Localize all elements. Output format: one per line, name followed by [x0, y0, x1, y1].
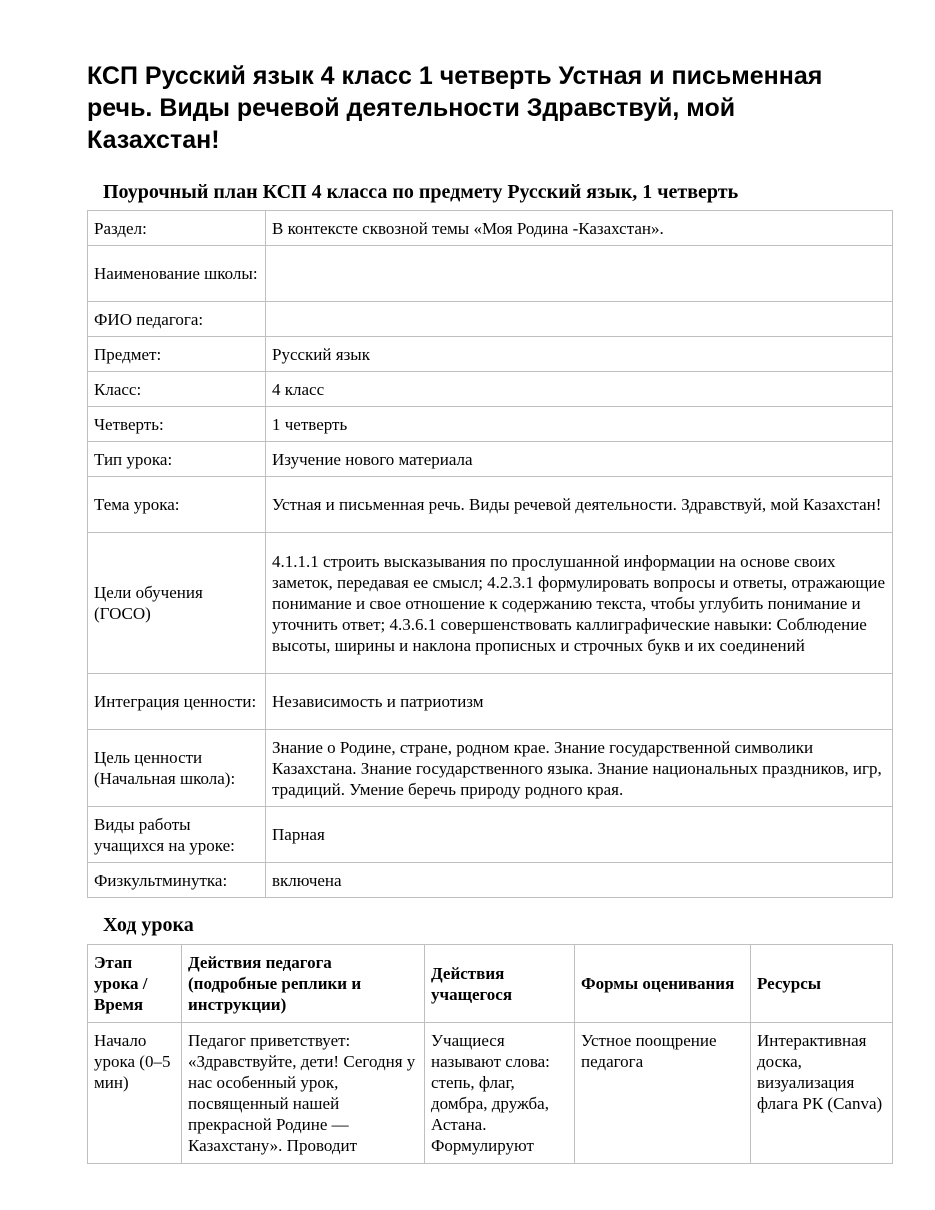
info-value — [266, 302, 893, 337]
info-value: Изучение нового материала — [266, 442, 893, 477]
info-value: Русский язык — [266, 337, 893, 372]
table-cell: Начало урока (0–5 мин) — [88, 1023, 182, 1164]
table-row — [88, 372, 893, 407]
document-title: КСП Русский язык 4 класс 1 четверть Устная и письменная речь. Виды речевой деятельности Здравствуй, мой Казахстан! — [87, 62, 823, 154]
table-row — [88, 674, 893, 730]
table-row — [88, 302, 893, 337]
table-cell: Интерактивная доска, визуализация флага РК (Canva) — [751, 1023, 893, 1164]
info-key: Интеграция ценности: — [88, 674, 266, 730]
table-row — [88, 730, 893, 807]
info-value: 1 четверть — [266, 407, 893, 442]
table-row — [88, 863, 893, 898]
info-key: Предмет: — [88, 337, 266, 372]
info-key: Физкультминутка: — [88, 863, 266, 898]
info-value: В контексте сквозной темы «Моя Родина -Казахстан». — [266, 211, 893, 246]
column-header: Действия педагога (подробные реплики и инструкции) — [182, 945, 425, 1023]
info-key: Четверть: — [88, 407, 266, 442]
table-row — [88, 477, 893, 533]
lesson-table — [87, 944, 893, 1164]
info-value: Знание о Родине, стране, родном крае. Знание государственной символики Казахстана. Знание государственного языка. Знание национальных праздников, игр, традиций. Умение беречь природу родного края. — [266, 730, 893, 807]
column-header: Действия учащегося — [425, 945, 575, 1023]
column-header: Формы оценивания — [575, 945, 751, 1023]
table-row — [88, 533, 893, 674]
table-cell: Устное поощрение педагога — [575, 1023, 751, 1164]
info-value: 4.1.1.1 строить высказывания по прослушанной информации на основе своих заметок, передавая ее смысл; 4.2.3.1 формулировать вопросы и ответы, отражающие понимание и свое отношение к содержанию текста, чтобы углубить понимание и уточнить ответ; 4.3.6.1 совершенствовать каллиграфические навыки: Соблюдение высоты, ширины и наклона прописных и строчных букв и их соединений — [266, 533, 893, 674]
column-header: Ресурсы — [751, 945, 893, 1023]
table-row — [88, 211, 893, 246]
table-row — [88, 807, 893, 863]
table-header-row — [88, 945, 893, 1023]
table-row — [88, 1023, 893, 1164]
table-row — [88, 337, 893, 372]
info-value: 4 класс — [266, 372, 893, 407]
info-value: Парная — [266, 807, 893, 863]
info-key: Цель ценности (Начальная школа): — [88, 730, 266, 807]
plan-heading: Поурочный план КСП 4 класса по предмету Русский язык, 1 четверть — [103, 181, 739, 203]
column-header: Этап урока / Время — [88, 945, 182, 1023]
table-cell: Учащиеся называют слова: степь, флаг, домбра, дружба, Астана. Формулируют — [425, 1023, 575, 1164]
info-value: включена — [266, 863, 893, 898]
info-key: Тип урока: — [88, 442, 266, 477]
info-value: Устная и письменная речь. Виды речевой деятельности. Здравствуй, мой Казахстан! — [266, 477, 893, 533]
info-value: Независимость и патриотизм — [266, 674, 893, 730]
info-value — [266, 246, 893, 302]
table-row — [88, 246, 893, 302]
info-key: Наименование школы: — [88, 246, 266, 302]
info-key: Тема урока: — [88, 477, 266, 533]
info-table — [87, 210, 893, 898]
lesson-heading: Ход урока — [103, 914, 194, 936]
table-cell: Педагог приветствует: «Здравствуйте, дети! Сегодня у нас особенный урок, посвященный нашей прекрасной Родине — Казахстану». Проводит — [182, 1023, 425, 1164]
info-key: Цели обучения (ГОСО) — [88, 533, 266, 674]
info-key: Раздел: — [88, 211, 266, 246]
table-row — [88, 407, 893, 442]
info-key: Виды работы учащихся на уроке: — [88, 807, 266, 863]
info-key: ФИО педагога: — [88, 302, 266, 337]
info-key: Класс: — [88, 372, 266, 407]
table-row — [88, 442, 893, 477]
